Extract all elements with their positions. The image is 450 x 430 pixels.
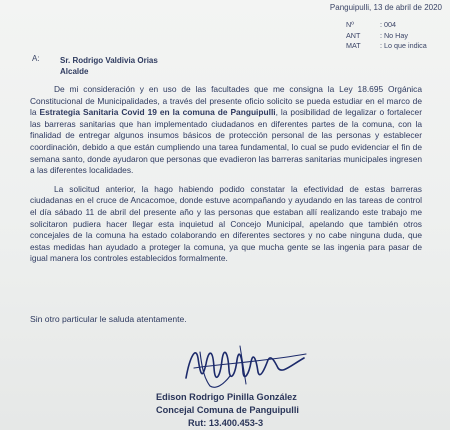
paragraph-2: La solicitud anterior, la hago habiendo podido constatar la efectividad de estas barreras ciudadanas en el cruce de Ancacomoe, donde estuve acompañando y ayudando en las tareas de control el día sábado 11 de abril del presente año y las personas que estaban allí realizando este trabajo me solicitaron pudiera hacer llegar esta inquietud al Concejo Municipal, apelando que también otros concejales de la comuna ha estado colaborando en diferentes sectores y no cabe ninguna duda, que estas medidas han ayudado a proteger la comuna, ya que mucha gente se las ingenia para pasar de igual manera los controles establecidos formalmente. [30, 183, 422, 264]
meta-key: MAT [346, 41, 361, 50]
recipient-title: Alcalde [60, 67, 89, 76]
paragraph-1-text-a: De mi consideración y en uso de las facultades que me consigna la Ley 18.695 Orgánica Constitucional de Municipalidades, a través del presente oficio solicito se pueda estudiar en el marco de la [30, 84, 422, 118]
letter-body [30, 84, 422, 272]
signer-rut: Rut: 13.400.453-3 [188, 417, 264, 428]
signer-role: Concejal Comuna de Panguipulli [156, 404, 299, 415]
recipient-block [60, 55, 158, 77]
closing-line: Sin otro particular le saluda atentamente. [30, 314, 187, 324]
paragraph-1-emphasis: Estrategia Sanitaria Covid 19 en la comuna de Panguipulli [39, 107, 276, 118]
signature-block [156, 391, 299, 429]
meta-value: : 004 [380, 20, 396, 29]
paragraph-1-text-b: , la posibilidad de legalizar o fortalecer las barreras sanitarias que han implementado ciudadanos en diferentes partes de la comuna, con la finalidad de entregar algunos insumos básicos de protección personal de las personas y establecer coordinación, debido a que están cumpliendo una tarea fundamental, lo cual se pudo evidenciar el fin de semana santo, donde ayudaron que personas que evadieron las barreras sanitarias municipales ingresen a las diferentes localidades. [30, 107, 423, 176]
signer-name: Edison Rodrigo Pinilla González [156, 392, 297, 402]
meta-row-number [346, 20, 427, 31]
handwritten-signature [180, 338, 310, 392]
meta-key: ANT [346, 30, 361, 40]
paragraph-1 [30, 84, 422, 177]
meta-value: : No Hay [380, 30, 408, 40]
meta-key: Nº [346, 20, 354, 29]
meta-row-ant [346, 31, 427, 42]
recipient-name: Sr. Rodrigo Valdivia Orias [60, 56, 158, 65]
meta-row-mat [346, 41, 427, 52]
meta-value: : Lo que indica [380, 41, 427, 50]
recipient-prefix: A: [32, 54, 40, 63]
reference-block [346, 20, 427, 52]
place-date: Panguipulli, 13 de abril de 2020 [329, 3, 442, 12]
